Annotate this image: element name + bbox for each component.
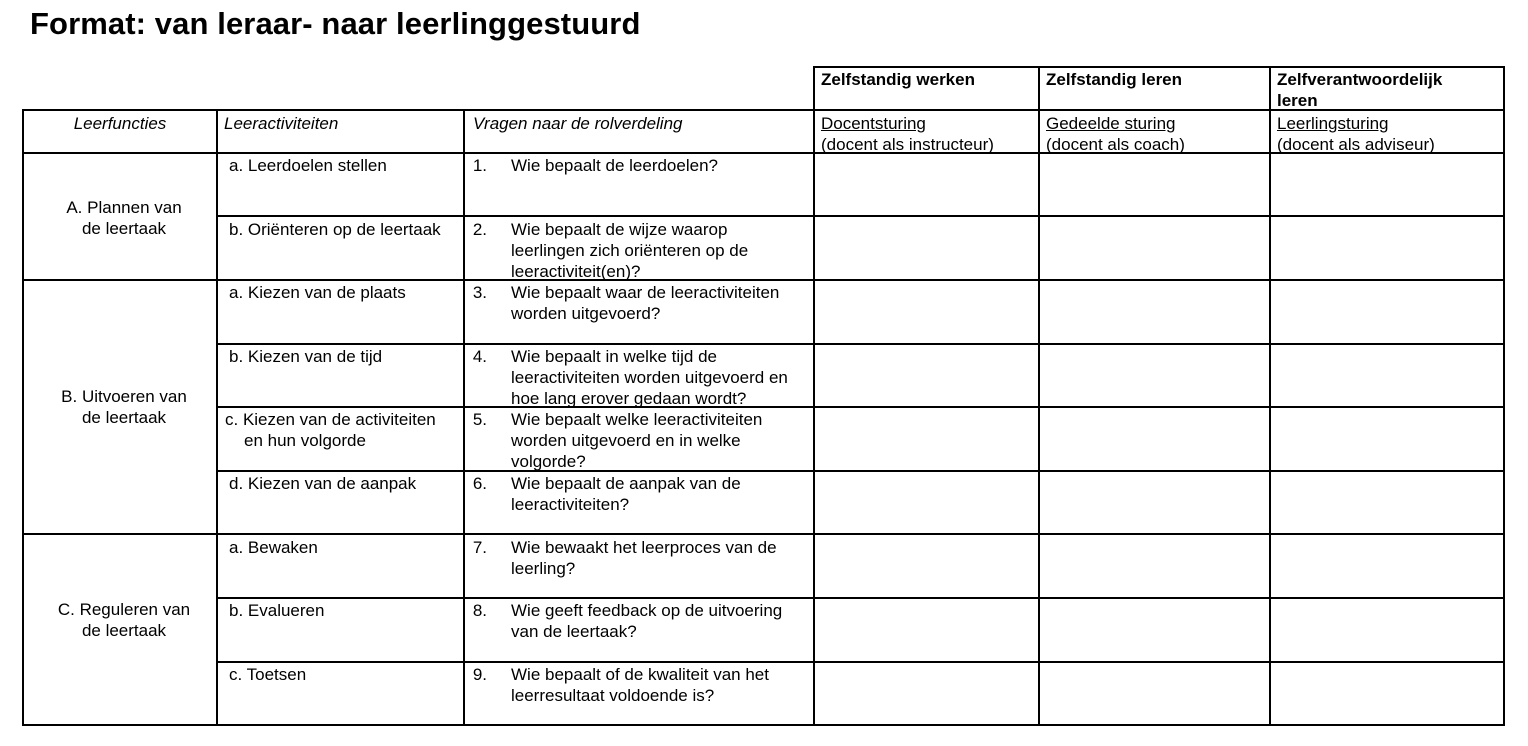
steering-label: Leerlingsturing <box>1277 114 1389 133</box>
activity-line: c. Kiezen van de activiteiten <box>225 410 436 429</box>
question-line: Wie bepaalt in welke tijd de <box>511 347 718 366</box>
question-number: 6. <box>472 474 487 493</box>
question-number: 7. <box>472 538 487 557</box>
question-cell <box>465 664 811 724</box>
function-line: B. Uitvoeren van <box>61 387 187 406</box>
activity-cell <box>229 537 461 558</box>
activity-line: a. Leerdoelen stellen <box>229 156 387 175</box>
function-line: C. Reguleren van <box>57 600 191 619</box>
question-text <box>511 409 762 472</box>
activity-line: b. Oriënteren op de leertaak <box>229 220 441 239</box>
grid-line <box>216 597 1505 599</box>
activity-cell <box>225 409 461 451</box>
activity-line: c. Toetsen <box>229 665 307 684</box>
question-line: Wie bepaalt de wijze waarop <box>511 220 728 239</box>
grid-line <box>1269 66 1271 726</box>
steering-leerlingsturing <box>1277 113 1501 155</box>
col-header-leeractiviteiten: Leeractiviteiten <box>224 114 339 133</box>
question-text <box>511 600 782 642</box>
activity-cell <box>229 473 461 494</box>
col-header-leerfuncties: Leerfuncties <box>73 114 167 133</box>
question-cell <box>465 537 811 597</box>
activity-cell <box>229 346 461 367</box>
question-line: Wie bepaalt of de kwaliteit van het <box>511 665 769 684</box>
question-line: Wie geeft feedback op de uitvoering <box>511 601 783 620</box>
steering-sub: (docent als instructeur) <box>821 135 994 154</box>
question-line: Wie bewaakt het leerproces van de <box>511 538 777 557</box>
question-text <box>511 537 777 579</box>
question-line: Wie bepaalt welke leeractiviteiten <box>511 410 763 429</box>
grid-line <box>216 406 1505 408</box>
grid-line <box>216 470 1505 472</box>
activity-line: b. Evalueren <box>229 601 325 620</box>
function-plannen <box>24 197 224 239</box>
question-line: van de leertaak? <box>511 622 637 641</box>
question-line: leerling? <box>511 559 576 578</box>
question-line: leeractiviteiten worden uitgevoerd en <box>511 368 788 387</box>
question-cell <box>465 282 811 342</box>
function-line: de leertaak <box>81 621 167 640</box>
question-line: Wie bepaalt de aanpak van de <box>511 474 741 493</box>
function-reguleren <box>24 599 224 641</box>
question-line: hoe lang erover gedaan wordt? <box>511 389 747 408</box>
question-text <box>511 664 769 706</box>
activity-line: en hun volgorde <box>244 431 366 450</box>
question-text <box>511 155 718 176</box>
steering-label: Docentsturing <box>821 114 926 133</box>
question-text <box>511 282 779 324</box>
question-line: leerresultaat voldoende is? <box>511 686 715 705</box>
question-number: 1. <box>472 156 487 175</box>
grid-line <box>813 66 1505 68</box>
activity-cell <box>229 600 461 621</box>
function-uitvoeren <box>24 386 224 428</box>
question-cell <box>465 346 811 406</box>
activity-cell <box>229 664 461 685</box>
activity-cell <box>229 282 461 303</box>
function-line: de leertaak <box>81 408 167 427</box>
question-number: 5. <box>472 410 487 429</box>
question-number: 9. <box>472 665 487 684</box>
activity-cell <box>229 155 461 176</box>
question-text <box>511 346 788 409</box>
question-cell <box>465 155 811 215</box>
activity-cell <box>229 219 461 240</box>
grid-line <box>22 533 1505 535</box>
question-number: 8. <box>472 601 487 620</box>
steering-docentsturing <box>821 113 1036 155</box>
question-line: leeractiviteiten? <box>511 495 630 514</box>
top-header-zelfstandig-werken: Zelfstandig werken <box>821 70 975 89</box>
function-line: A. Plannen van <box>66 198 182 217</box>
question-number: 3. <box>472 283 487 302</box>
grid-line <box>813 66 815 726</box>
col-header-vragen: Vragen naar de rolverdeling <box>473 114 683 133</box>
steering-sub: (docent als adviseur) <box>1277 135 1435 154</box>
question-line: worden uitgevoerd en in welke <box>511 431 741 450</box>
grid-line <box>216 215 1505 217</box>
grid-line <box>22 724 1505 726</box>
question-line: leeractiviteit(en)? <box>511 262 641 281</box>
grid-line <box>216 343 1505 345</box>
top-header-zelfverantwoordelijk-leren: Zelfverantwoordelijk leren <box>1277 70 1443 110</box>
activity-line: d. Kiezen van de aanpak <box>229 474 417 493</box>
question-cell <box>465 600 811 660</box>
grid-line <box>1503 66 1505 726</box>
activity-line: a. Bewaken <box>229 538 318 557</box>
steering-sub: (docent als coach) <box>1046 135 1185 154</box>
steering-gedeelde-sturing <box>1046 113 1266 155</box>
question-line: worden uitgevoerd? <box>511 304 661 323</box>
question-text <box>511 473 741 515</box>
activity-line: a. Kiezen van de plaats <box>229 283 406 302</box>
question-cell <box>465 219 811 279</box>
grid-line <box>1038 66 1040 726</box>
question-line: leerlingen zich oriënteren op de <box>511 241 749 260</box>
question-line: volgorde? <box>511 452 586 471</box>
question-cell <box>465 473 811 533</box>
question-cell <box>465 409 811 469</box>
steering-label: Gedeelde sturing <box>1046 114 1176 133</box>
question-number: 2. <box>472 220 487 239</box>
question-line: Wie bepaalt de leerdoelen? <box>511 156 718 175</box>
page-title: Format: van leraar- naar leerlinggestuurd <box>30 6 641 41</box>
grid-line <box>22 279 1505 281</box>
activity-line: b. Kiezen van de tijd <box>229 347 383 366</box>
function-line: de leertaak <box>81 219 167 238</box>
question-text <box>511 219 748 282</box>
question-line: Wie bepaalt waar de leeractiviteiten <box>511 283 780 302</box>
top-header-zelfstandig-leren: Zelfstandig leren <box>1046 70 1183 89</box>
grid-line <box>216 661 1505 663</box>
question-number: 4. <box>472 347 487 366</box>
